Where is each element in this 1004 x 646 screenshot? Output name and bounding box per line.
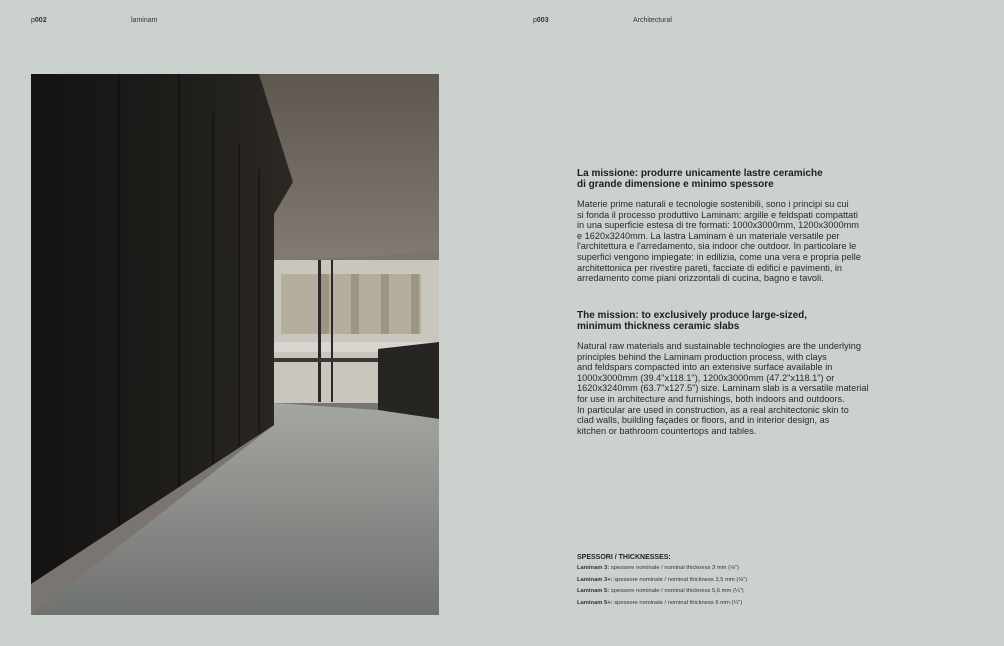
italian-body: Materie prime naturali e tecnologie sostenibili, sono i principi su cui si fonda il processo produttivo Laminam: argille e feldspati compattati in una superficie estesa di tre formati: 1000x3000mm, 1200x3000mm e 1620x3240mm. La lastra Laminam è un materiale versatile per l'architettura e l'arredamento, sia indoor che outdoor. In particolare le superfici vengono impiegate: in edilizia, come una vera e propria pelle architettonica per rivestire pareti, facciate di edifici e pavimenti, in arredamento come piani orizzontali di cucina, bagno e tavoli. [577,199,861,284]
thickness-item: Laminam 5: spessore nominale / nominal thickness 5,6 mm (¼") [577,588,744,595]
right-page-number: p003 [533,17,549,24]
italian-heading: La missione: produrre unicamente lastre ceramiche di grande dimensione e minimo spessore [577,168,823,190]
english-body: Natural raw materials and sustainable technologies are the underlying principles behind the Laminam production process, with clays and feldspars compacted into an extensive surface available in 1000x3000mm (39.4"x118.1"), 1200x3000mm (47.2"x118.1") or 1620x3240mm (63.7"x127.5") size. Laminam slab is a versatile material for use in architecture and furnishings, both indoors and outdoors. In particular are used in construction, as a real architectonic skin to clad walls, building façades or floors, and in interior design, as kitchen or bathroom countertops and tables. [577,341,869,436]
architectural-photo [31,74,439,615]
english-heading: The mission: to exclusively produce large-sized, minimum thickness ceramic slabs [577,310,808,332]
dark-block [378,342,439,419]
thicknesses-section [577,554,917,610]
thickness-item: Laminam 3: spessore nominale / nominal thickness 3 mm (⅛") [577,565,739,571]
left-page-number: p002 [31,17,47,24]
thickness-item: Laminam 3+: spessore nominale / nominal thickness 3,5 mm (⅛") [577,576,748,583]
italian-section [577,168,917,284]
english-section [577,310,917,436]
left-section-label: laminam [131,17,158,24]
thicknesses-title: SPESSORI / THICKNESSES: [577,554,671,561]
right-section-label: Architectural [633,17,672,24]
thickness-item: Laminam 5+: spessore nominale / nominal thickness 6 mm (¼") [577,600,743,607]
